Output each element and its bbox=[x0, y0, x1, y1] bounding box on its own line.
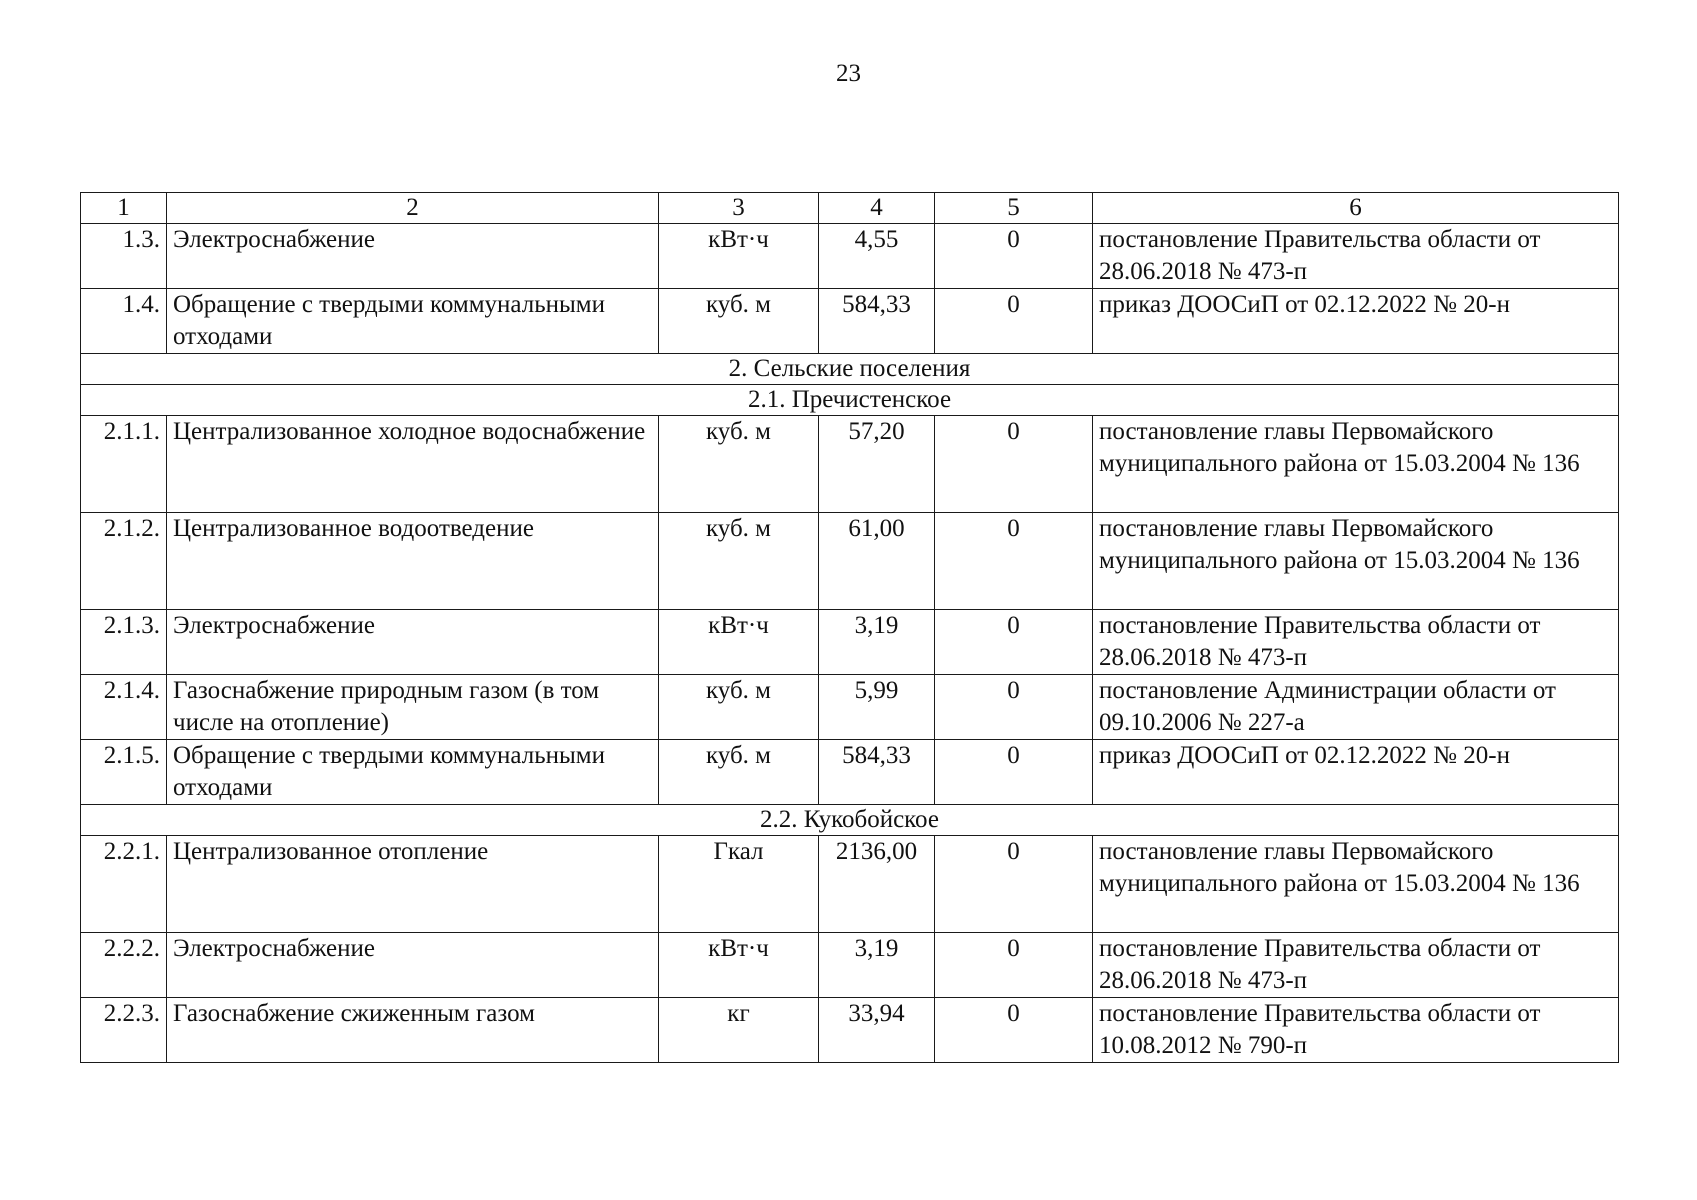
legal-basis-cell: постановление главы Первомайского муниципального района от 15.03.2004 № 136 bbox=[1093, 836, 1619, 933]
section-row bbox=[81, 805, 1619, 836]
row-number-cell: 2.1.1. bbox=[81, 416, 167, 513]
unit-cell: кВт·ч bbox=[659, 610, 819, 675]
value-cell: 3,19 bbox=[819, 933, 935, 998]
header-cell: 1 bbox=[81, 193, 167, 224]
legal-basis-cell: постановление Правительства области от 28.06.2018 № 473-п bbox=[1093, 224, 1619, 289]
table-row bbox=[81, 740, 1619, 805]
row-number-cell: 1.3. bbox=[81, 224, 167, 289]
section-row bbox=[81, 354, 1619, 385]
section-title: 2.2. Кукобойское bbox=[81, 805, 1619, 836]
service-name-cell: Электроснабжение bbox=[167, 610, 659, 675]
value-cell: 4,55 bbox=[819, 224, 935, 289]
col5-cell: 0 bbox=[935, 610, 1093, 675]
table-row bbox=[81, 289, 1619, 354]
row-number-cell: 2.1.4. bbox=[81, 675, 167, 740]
col5-cell: 0 bbox=[935, 998, 1093, 1063]
header-cell: 5 bbox=[935, 193, 1093, 224]
col5-cell: 0 bbox=[935, 675, 1093, 740]
unit-cell: куб. м bbox=[659, 740, 819, 805]
value-cell: 584,33 bbox=[819, 740, 935, 805]
unit-cell: куб. м bbox=[659, 416, 819, 513]
section-title: 2. Сельские поселения bbox=[81, 354, 1619, 385]
service-name-cell: Централизованное холодное водоснабжение bbox=[167, 416, 659, 513]
table-row bbox=[81, 998, 1619, 1063]
unit-cell: куб. м bbox=[659, 289, 819, 354]
header-cell: 6 bbox=[1093, 193, 1619, 224]
value-cell: 3,19 bbox=[819, 610, 935, 675]
table-row bbox=[81, 224, 1619, 289]
service-name-cell: Обращение с твердыми коммунальными отходами bbox=[167, 289, 659, 354]
unit-cell: кВт·ч bbox=[659, 224, 819, 289]
legal-basis-cell: приказ ДООСиП от 02.12.2022 № 20-н bbox=[1093, 289, 1619, 354]
value-cell: 5,99 bbox=[819, 675, 935, 740]
row-number-cell: 2.1.2. bbox=[81, 513, 167, 610]
header-cell: 2 bbox=[167, 193, 659, 224]
col5-cell: 0 bbox=[935, 416, 1093, 513]
table-row bbox=[81, 933, 1619, 998]
unit-cell: куб. м bbox=[659, 513, 819, 610]
row-number-cell: 2.2.1. bbox=[81, 836, 167, 933]
value-cell: 57,20 bbox=[819, 416, 935, 513]
col5-cell: 0 bbox=[935, 224, 1093, 289]
header-cell: 3 bbox=[659, 193, 819, 224]
section-row bbox=[81, 385, 1619, 416]
unit-cell: Гкал bbox=[659, 836, 819, 933]
service-name-cell: Газоснабжение природным газом (в том числе на отопление) bbox=[167, 675, 659, 740]
table-header-row bbox=[81, 193, 1619, 224]
legal-basis-cell: постановление Администрации области от 09.10.2006 № 227-а bbox=[1093, 675, 1619, 740]
col5-cell: 0 bbox=[935, 513, 1093, 610]
value-cell: 2136,00 bbox=[819, 836, 935, 933]
legal-basis-cell: постановление Правительства области от 28.06.2018 № 473-п bbox=[1093, 610, 1619, 675]
row-number-cell: 2.1.5. bbox=[81, 740, 167, 805]
service-name-cell: Централизованное водоотведение bbox=[167, 513, 659, 610]
row-number-cell: 1.4. bbox=[81, 289, 167, 354]
row-number-cell: 2.2.2. bbox=[81, 933, 167, 998]
value-cell: 584,33 bbox=[819, 289, 935, 354]
service-name-cell: Обращение с твердыми коммунальными отходами bbox=[167, 740, 659, 805]
service-name-cell: Централизованное отопление bbox=[167, 836, 659, 933]
unit-cell: кВт·ч bbox=[659, 933, 819, 998]
legal-basis-cell: приказ ДООСиП от 02.12.2022 № 20-н bbox=[1093, 740, 1619, 805]
service-name-cell: Электроснабжение bbox=[167, 224, 659, 289]
table-row bbox=[81, 675, 1619, 740]
table-row bbox=[81, 513, 1619, 610]
service-name-cell: Газоснабжение сжиженным газом bbox=[167, 998, 659, 1063]
value-cell: 61,00 bbox=[819, 513, 935, 610]
table-row bbox=[81, 610, 1619, 675]
col5-cell: 0 bbox=[935, 836, 1093, 933]
tariff-table bbox=[80, 192, 1619, 1063]
section-title: 2.1. Пречистенское bbox=[81, 385, 1619, 416]
col5-cell: 0 bbox=[935, 740, 1093, 805]
legal-basis-cell: постановление главы Первомайского муниципального района от 15.03.2004 № 136 bbox=[1093, 416, 1619, 513]
unit-cell: кг bbox=[659, 998, 819, 1063]
row-number-cell: 2.2.3. bbox=[81, 998, 167, 1063]
header-cell: 4 bbox=[819, 193, 935, 224]
col5-cell: 0 bbox=[935, 933, 1093, 998]
legal-basis-cell: постановление Правительства области от 28.06.2018 № 473-п bbox=[1093, 933, 1619, 998]
value-cell: 33,94 bbox=[819, 998, 935, 1063]
table-row bbox=[81, 836, 1619, 933]
unit-cell: куб. м bbox=[659, 675, 819, 740]
service-name-cell: Электроснабжение bbox=[167, 933, 659, 998]
legal-basis-cell: постановление главы Первомайского муниципального района от 15.03.2004 № 136 bbox=[1093, 513, 1619, 610]
page-number: 23 bbox=[836, 60, 861, 87]
row-number-cell: 2.1.3. bbox=[81, 610, 167, 675]
legal-basis-cell: постановление Правительства области от 10.08.2012 № 790-п bbox=[1093, 998, 1619, 1063]
col5-cell: 0 bbox=[935, 289, 1093, 354]
table-row bbox=[81, 416, 1619, 513]
